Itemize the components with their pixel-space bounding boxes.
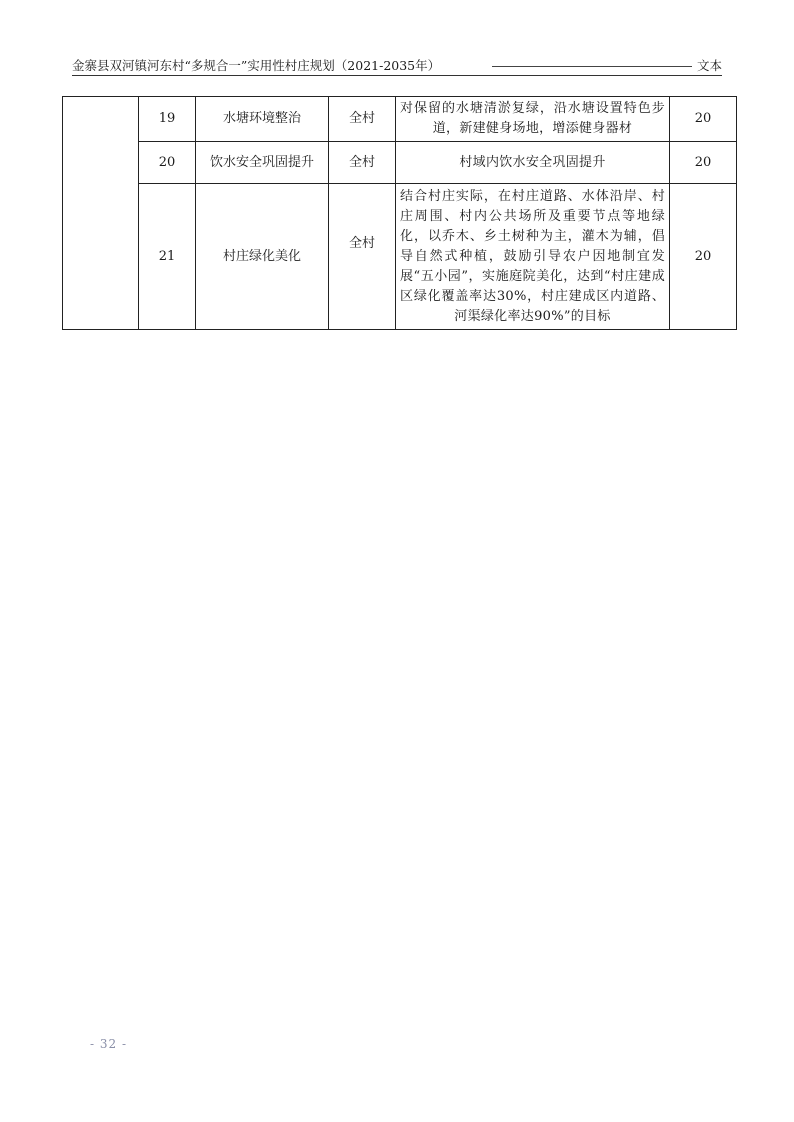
row-number: 19 xyxy=(139,97,196,142)
table-row xyxy=(63,184,737,330)
row-number: 21 xyxy=(139,184,196,330)
project-scope: 全村 xyxy=(329,142,396,184)
document-title: 金寨县双河镇河东村“多规合一”实用性村庄规划（2021-2035年） xyxy=(72,58,441,73)
project-years: 20 xyxy=(670,184,737,330)
header-dash-line xyxy=(492,66,692,67)
header-rule xyxy=(72,75,722,76)
project-name: 水塘环境整治 xyxy=(196,97,329,142)
row-number: 20 xyxy=(139,142,196,184)
category-merged-cell xyxy=(63,97,139,330)
project-description: 对保留的水塘清淤复绿，沿水塘设置特色步道，新建健身场地，增添健身器材 xyxy=(396,97,670,142)
project-description: 村域内饮水安全巩固提升 xyxy=(396,142,670,184)
project-name: 村庄绿化美化 xyxy=(196,184,329,330)
page-header xyxy=(72,58,722,74)
table-row xyxy=(63,97,737,142)
table-row xyxy=(63,142,737,184)
project-scope: 全村 xyxy=(329,184,396,330)
document-type-label: 文本 xyxy=(696,58,722,73)
project-name: 饮水安全巩固提升 xyxy=(196,142,329,184)
project-scope: 全村 xyxy=(329,97,396,142)
project-years: 20 xyxy=(670,97,737,142)
project-table xyxy=(62,96,737,330)
project-description: 结合村庄实际，在村庄道路、水体沿岸、村庄周围、村内公共场所及重要节点等地绿化，以乔木、乡土树种为主，灌木为辅，倡导自然式种植，鼓励引导农户因地制宜发展“五小园”，实施庭院美化，达到“村庄建成区绿化覆盖率达30%，村庄建成区内道路、河渠绿化率达90%”的目标 xyxy=(396,184,670,330)
project-years: 20 xyxy=(670,142,737,184)
page-number: - 32 - xyxy=(90,1037,128,1051)
